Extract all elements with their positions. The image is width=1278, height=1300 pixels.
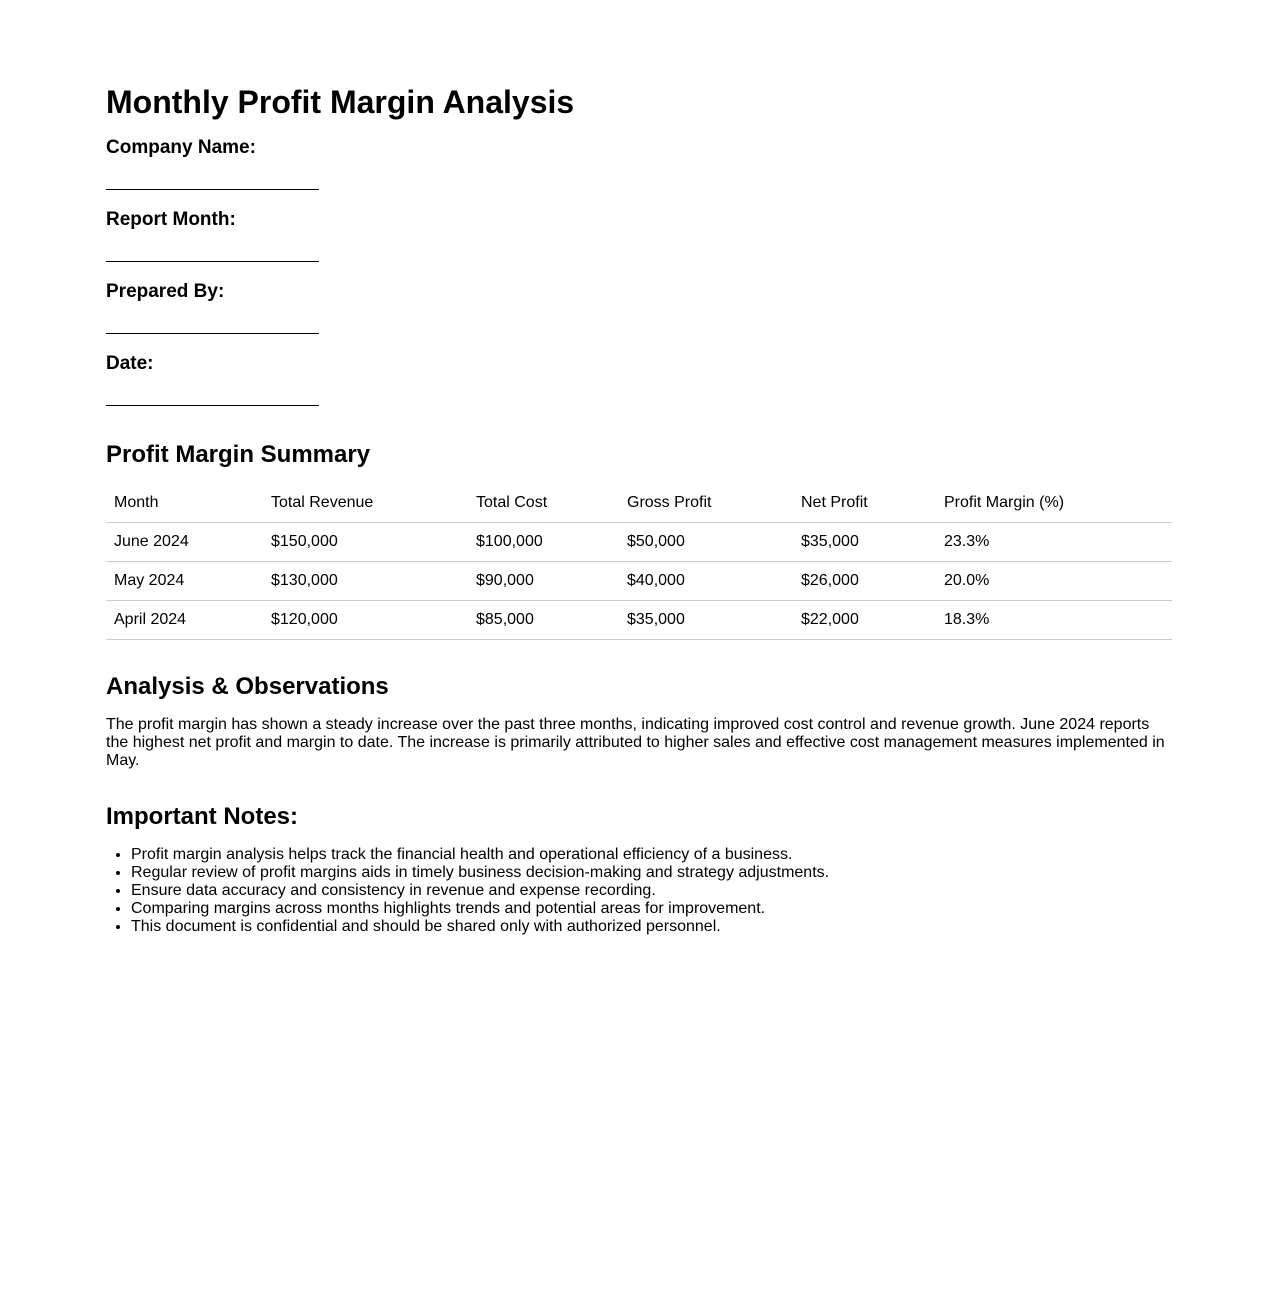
cell-total-cost: $90,000 <box>468 562 619 601</box>
cell-net-profit: $26,000 <box>793 562 936 601</box>
cell-total-revenue: $150,000 <box>263 523 468 562</box>
cell-total-cost: $85,000 <box>468 601 619 640</box>
cell-gross-profit: $50,000 <box>619 523 793 562</box>
table-row <box>106 523 1172 562</box>
column-header-gross-profit: Gross Profit <box>619 484 793 523</box>
report-month-field <box>106 209 320 231</box>
company-name-field <box>106 137 320 159</box>
report-month-label: Report Month: <box>106 209 236 230</box>
table-row <box>106 562 1172 601</box>
column-header-total-revenue: Total Revenue <box>263 484 468 523</box>
cell-gross-profit: $35,000 <box>619 601 793 640</box>
cell-net-profit: $22,000 <box>793 601 936 640</box>
cell-month: April 2024 <box>106 601 263 640</box>
cell-total-revenue: $130,000 <box>263 562 468 601</box>
list-item: • This document is confidential and should be shared only with authorized personnel. <box>131 918 829 936</box>
column-header-total-cost: Total Cost <box>468 484 619 523</box>
cell-profit-margin: 23.3% <box>936 523 1172 562</box>
list-item: • Regular review of profit margins aids in timely business decision-making and strategy adjustments. <box>131 864 829 882</box>
date-blank-line <box>106 405 319 406</box>
prepared-by-label: Prepared By: <box>106 281 225 302</box>
cell-total-revenue: $120,000 <box>263 601 468 640</box>
company-name-label: Company Name: <box>106 137 256 158</box>
column-header-profit-margin: Profit Margin (%) <box>936 484 1172 523</box>
list-item: • Profit margin analysis helps track the financial health and operational efficiency of a business. <box>131 846 829 864</box>
list-item: • Comparing margins across months highlights trends and potential areas for improvement. <box>131 900 829 918</box>
cell-month: June 2024 <box>106 523 263 562</box>
prepared-by-field <box>106 281 320 303</box>
table-row <box>106 601 1172 640</box>
table-header-row <box>106 484 1172 523</box>
cell-net-profit: $35,000 <box>793 523 936 562</box>
cell-profit-margin: 18.3% <box>936 601 1172 640</box>
column-header-net-profit: Net Profit <box>793 484 936 523</box>
cell-profit-margin: 20.0% <box>936 562 1172 601</box>
summary-heading: Profit Margin Summary <box>106 441 371 468</box>
cell-total-cost: $100,000 <box>468 523 619 562</box>
report-month-blank-line <box>106 261 319 262</box>
page-title: Monthly Profit Margin Analysis <box>106 84 575 120</box>
column-header-month: Month <box>106 484 263 523</box>
cell-gross-profit: $40,000 <box>619 562 793 601</box>
company-name-blank-line <box>106 189 319 190</box>
date-field <box>106 353 320 375</box>
prepared-by-blank-line <box>106 333 319 334</box>
analysis-paragraph: The profit margin has shown a steady increase over the past three months, indicating improved cost control and revenue growth. June 2024 reports the highest net profit and margin to date. The increase is primarily attributed to higher sales and effective cost management measures implemented in May. <box>106 716 1165 769</box>
analysis-heading: Analysis & Observations <box>106 673 389 700</box>
cell-month: May 2024 <box>106 562 263 601</box>
notes-heading: Important Notes: <box>106 803 298 830</box>
profit-margin-table <box>106 484 1172 640</box>
date-label: Date: <box>106 353 154 374</box>
list-item: • Ensure data accuracy and consistency in revenue and expense recording. <box>131 882 829 900</box>
notes-list <box>106 846 829 936</box>
